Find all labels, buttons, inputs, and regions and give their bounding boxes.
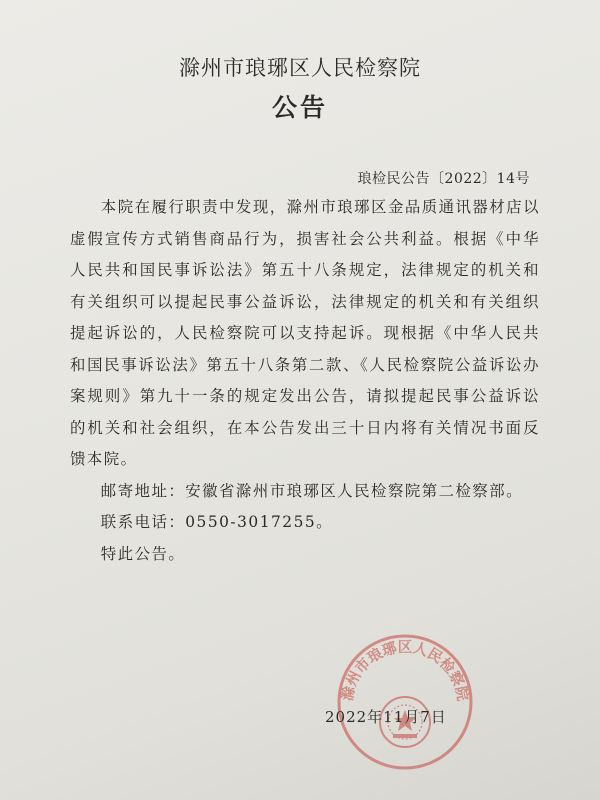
body-paragraph-phone: 联系电话：0550-3017255。 bbox=[100, 513, 334, 531]
document-title: 公告 bbox=[271, 93, 328, 122]
seal-text: 滁州市琅琊区人民检察院 bbox=[339, 640, 471, 703]
body-paragraph-address: 邮寄地址：安徽省滁州市琅琊区人民检察院第二检察部。 bbox=[100, 481, 524, 500]
body-paragraph-closing: 特此公告。 bbox=[100, 544, 186, 563]
official-seal bbox=[330, 630, 480, 770]
organization-name: 滁州市琅琊区人民检察院 bbox=[179, 56, 421, 80]
document-number: 琅检民公告〔2022〕14号 bbox=[357, 171, 530, 187]
body-paragraph-main: 本院在履行职责中发现，滁州市琅琊区金品质通讯器材店以虚假宣传方式销售商品行为，损害社会公共利益。根据《中华人民共和国民事诉讼法》第五十八条规定，法律规定的机关和有关组织可以提起民事公益诉讼，法律规定的机关和有关组织提起诉讼的，人民检察院可以支持起诉。现根据《中华人民共和国民事诉讼法》第五十八条第二款、《人民检察院公益诉讼办案规则》第九十一条的规定发出公告，请拟提起民事公益诉讼的机关和社会组织，在本公告发出三十日内将有关情况书面反馈本院。 bbox=[70, 198, 540, 468]
issue-date: 2022年11月7日 bbox=[325, 708, 447, 726]
announcement-body bbox=[70, 192, 540, 570]
